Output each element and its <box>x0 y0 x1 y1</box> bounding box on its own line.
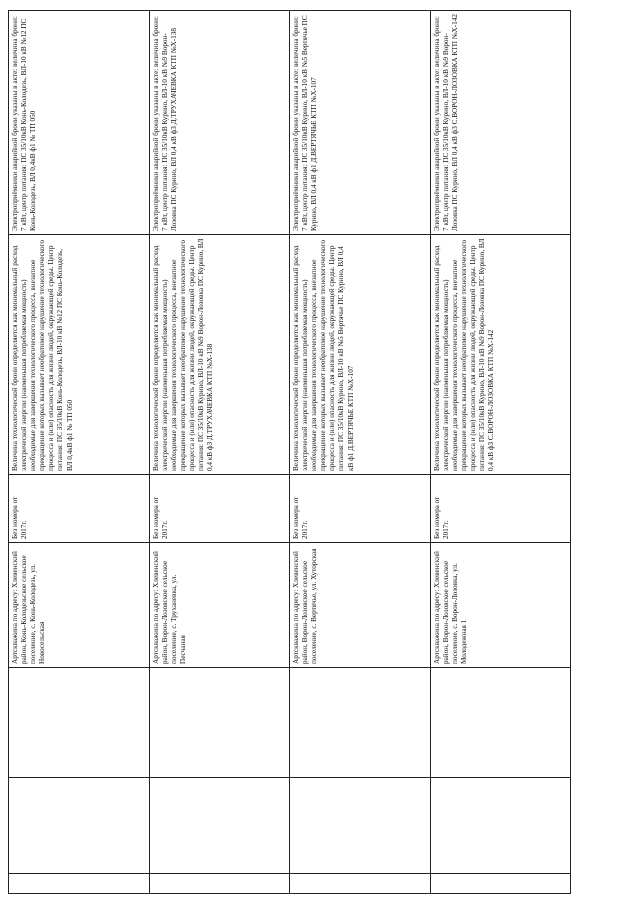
document-cell: Без номера от 2017г. <box>430 475 571 543</box>
emergency-cell: Электроприёмники аварийной брони указаны в акте: величина брони: 7 кВт, центр питания: ПС 35/10кВ Конь-Колодезь, ВЛ-10 кВ №12 ПС Конь-Колодезь, ВЛ 0,4кВ ф1 № ТП 050 <box>9 11 150 235</box>
blank-cell <box>290 778 431 874</box>
document-cell: Без номера от 2017г. <box>290 475 431 543</box>
blank-cell <box>9 778 150 874</box>
document-cell: Без номера от 2017г. <box>9 475 150 543</box>
blank-cell <box>430 778 571 874</box>
table-row <box>430 11 571 894</box>
address-cell: Артскважина по адресу: Хлевенский район, Ворон-Лозовское сельское поселение, с. Труханевка, ул. Песчаная <box>149 543 290 668</box>
blank-cell <box>430 668 571 778</box>
table-row <box>290 11 431 894</box>
emergency-cell: Электроприёмники аварийной брони указаны в акте: величина брони: 7 кВт, центр питания: ПС 35/10кВ Курино, ВЛ-10 кВ №9 Ворон-Лозовка ПС Курино, ВЛ 0,4 кВ ф3 С.ВОРОН-ЛОЗОВКА КТП №Х-142 <box>430 11 571 235</box>
address-cell: Артскважина по адресу: Хлевенский район, Ворон-Лозовское сельское поселение, с. Вертячье, ул. Хуторская <box>290 543 431 668</box>
blank-cell <box>9 668 150 778</box>
blank-cell <box>149 874 290 894</box>
reserve-table <box>8 10 571 894</box>
table-row <box>9 11 150 894</box>
blank-cell <box>290 668 431 778</box>
description-cell: Величина технологической брони определяется как минимальный расход электрической энергии (наименьшая потребляемая мощность) необходимые для завершения технологического процесса, внезапное прекращение которых вызывает необратимое нарушение технологического процесса и (или) опасность для жизни людей, окружающей среды. Центр питания: ПС 35/10кВ Курино, ВЛ-10 кВ №9 Ворон-Лозовка ПС Курино, ВЛ 0,4 кВ ф3 С.ВОРОН-ЛОЗОВКА КТП №Х-142 <box>430 235 571 475</box>
blank-cell <box>290 874 431 894</box>
address-cell: Артскважина по адресу: Хлевенский район, Конь-Колодезьское сельское поселение, с. Конь-Колодезь, ул. Новосельская <box>9 543 150 668</box>
emergency-cell: Электроприёмники аварийной брони указаны в акте: величина брони: 7 кВт, центр питания: ПС 35/10кВ Курино, ВЛ-10 кВ №5 Вертячье ПС Курино, ВЛ 0,4 кВ ф1 Д.ВЕРТЯЧЬЕ КТП №Х-107 <box>290 11 431 235</box>
blank-cell <box>9 874 150 894</box>
document-cell: Без номера от 2017г. <box>149 475 290 543</box>
blank-cell <box>149 668 290 778</box>
table-row <box>149 11 290 894</box>
blank-cell <box>149 778 290 874</box>
blank-cell <box>430 874 571 894</box>
description-cell: Величина технологической брони определяется как минимальный расход электрической энергии (наименьшая потребляемая мощность) необходимые для завершения технологического процесса, внезапное прекращение которых вызывает необратимое нарушение технологического процесса и (или) опасность для жизни людей, окружающей среды. Центр питания: ПС 35/10кВ Курино, ВЛ-10 кВ №9 Ворон-Лозовка ПС Курино, ВЛ 0,4 кВ ф3 Д.ТРУХАЧЕВКА КТП №Х-138 <box>149 235 290 475</box>
address-cell: Артскважина по адресу: Хлевенский район, Ворон-Лозовское сельское поселение, с. Ворон-Лозовка, ул. Молодежная 1 <box>430 543 571 668</box>
description-cell: Величина технологической брони определяется как минимальный расход электрической энергии (наименьшая потребляемая мощность) необходимые для завершения технологического процесса, внезапное прекращение которых вызывает необратимое нарушение технологического процесса и (или) опасность для жизни людей, окружающей среды. Центр питания: ПС 35/10кВ Конь-Колодезь, ВЛ-10 кВ №12 ПС Конь-Колодезь, ВЛ 0,4кВ ф1 № ТП 050 <box>9 235 150 475</box>
emergency-cell: Электроприёмники аварийной брони указаны в акте: величина брони: 7 кВт, центр питания: ПС 35/10кВ Курино, ВЛ-10 кВ №9 Ворон-Лозовка ПС Курино, ВЛ 0,4 кВ ф3 Д.ТРУХАЧЕВКА КТП №Х-138 <box>149 11 290 235</box>
description-cell: Величина технологической брони определяется как минимальный расход электрической энергии (наименьшая потребляемая мощность) необходимые для завершения технологического процесса, внезапное прекращение которых вызывает необратимое нарушение технологического процесса и (или) опасность для жизни людей, окружающей среды. Центр питания: ПС 35/10кВ Курино, ВЛ-10 кВ №5 Вертячье ПС Курино, ВЛ 0,4 кВ ф1 Д.ВЕРТЯЧЬЕ КТП №Х-107 <box>290 235 431 475</box>
